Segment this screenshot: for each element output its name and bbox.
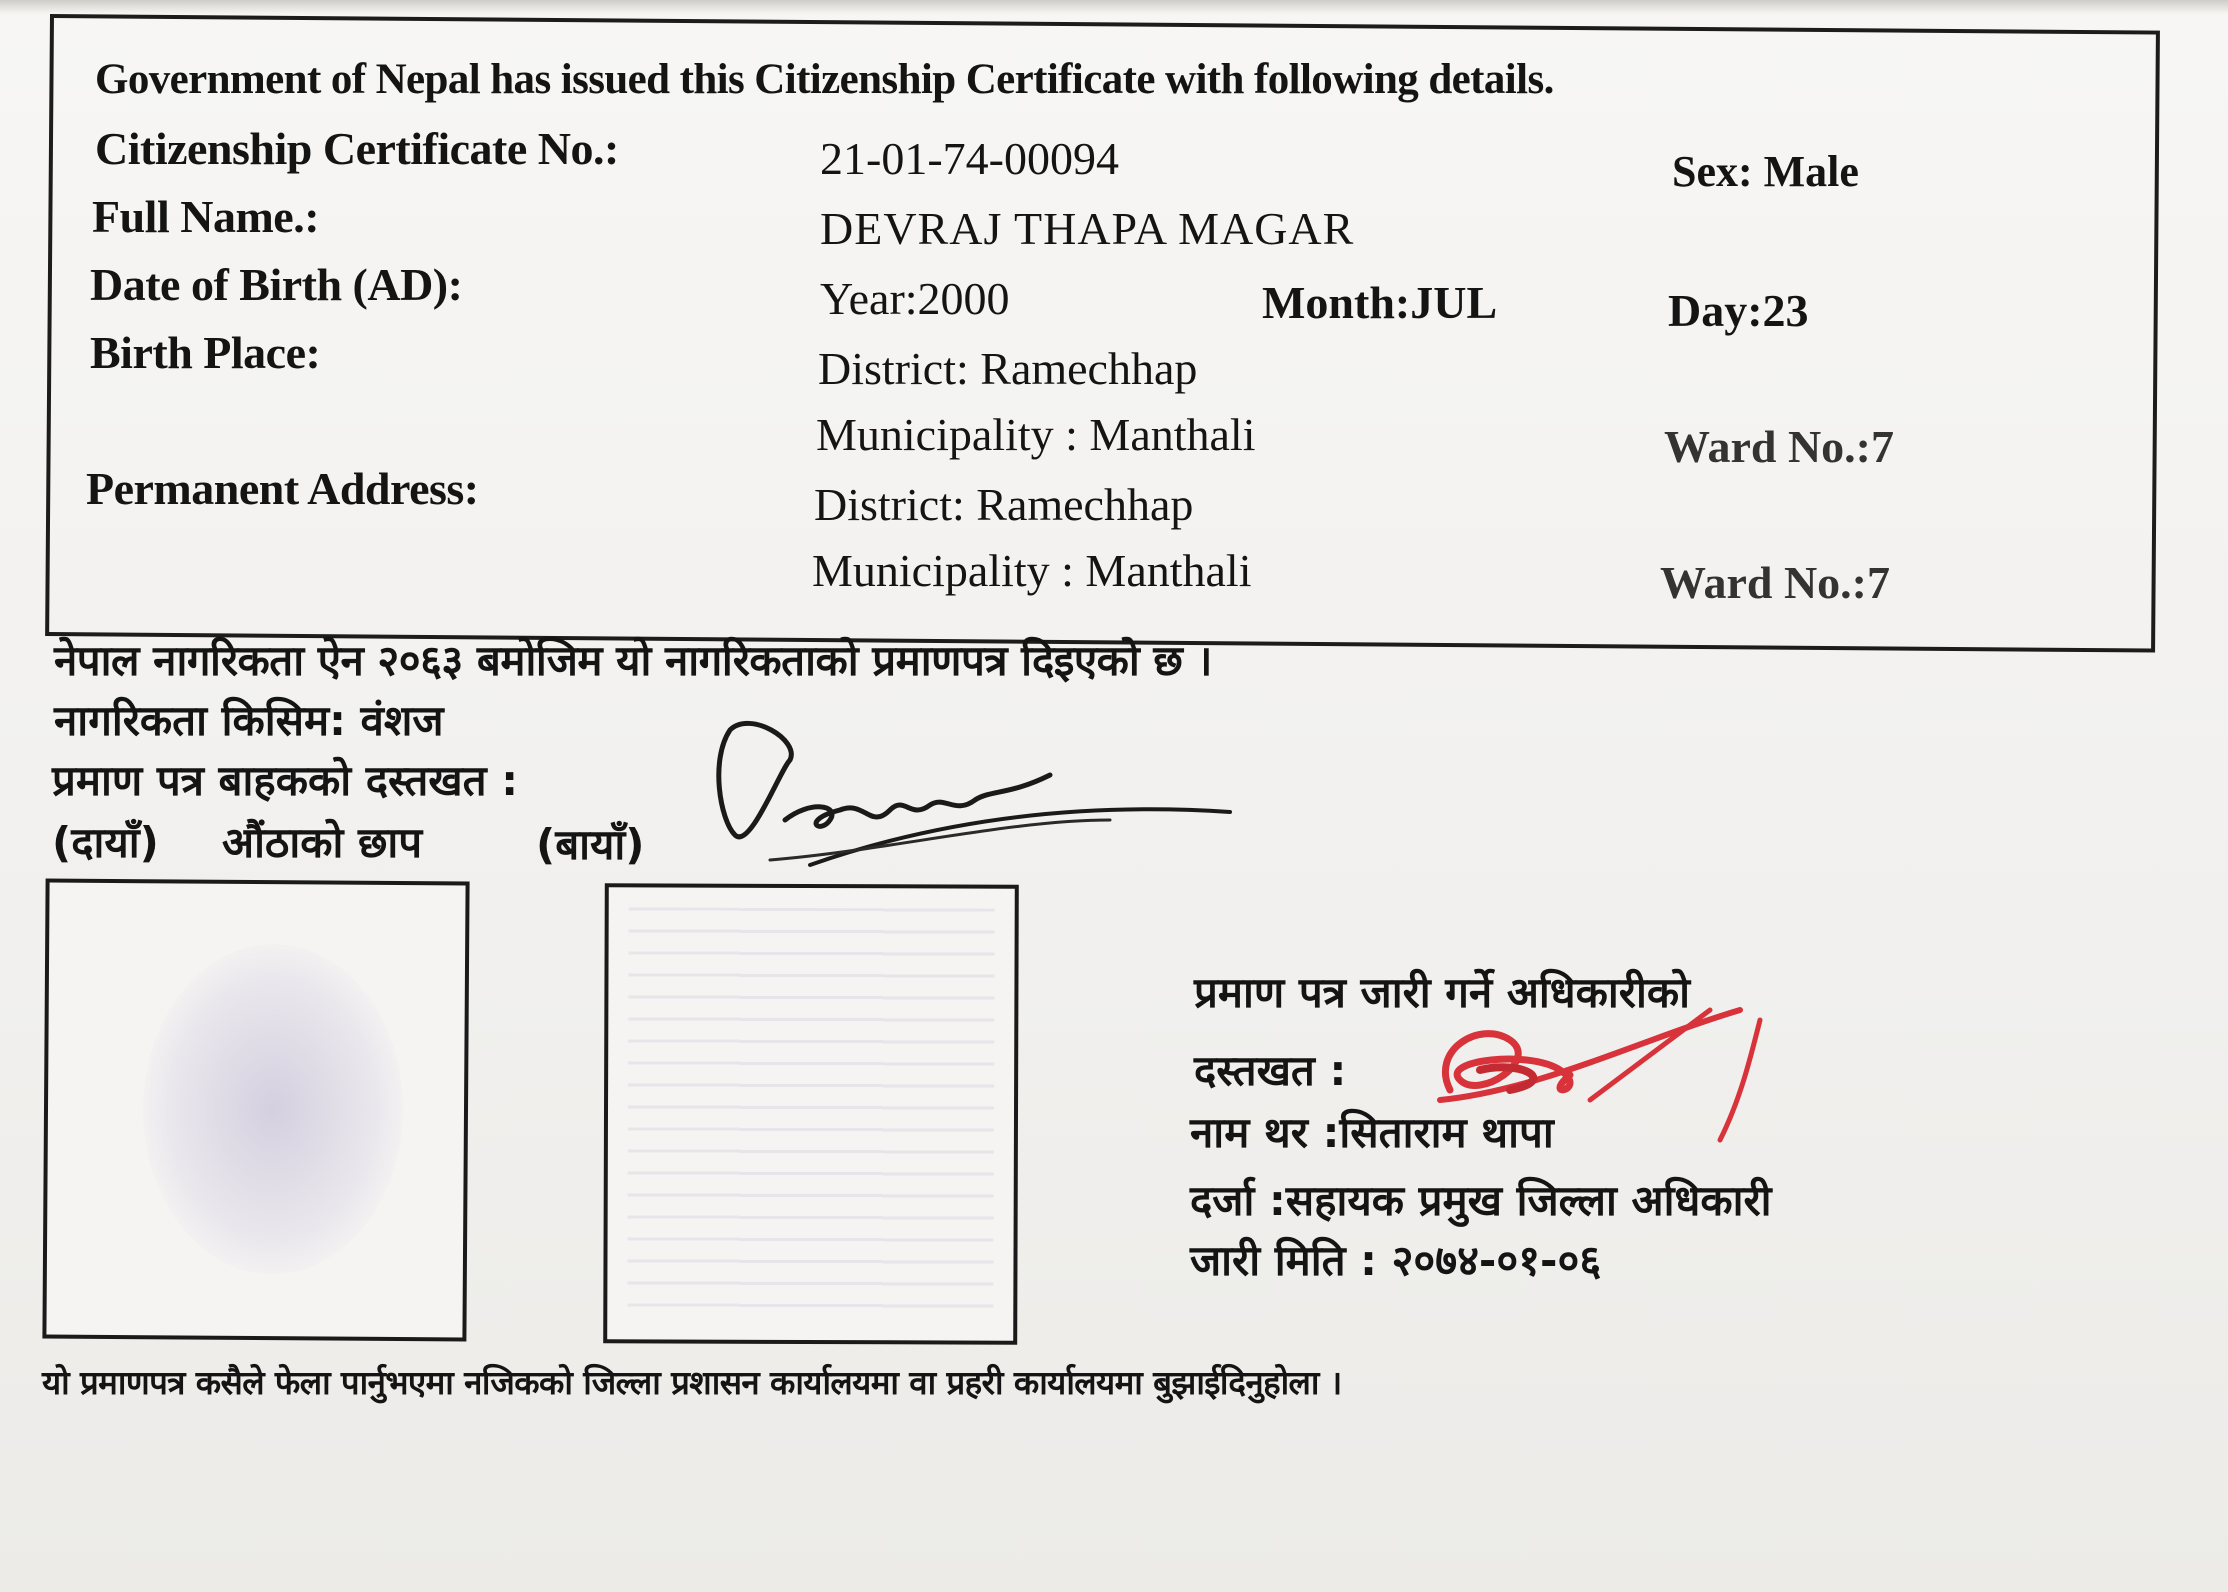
perm-ward: Ward No.:7 [1660,557,1890,608]
issue-date: जारी मिति : २०७४-०१-०६ [1190,1236,1602,1285]
officer-signature-label: दस्तखत : [1194,1046,1347,1095]
dob-label: Date of Birth (AD): [90,259,463,310]
birth-district: District: Ramechhap [818,343,1198,394]
holder-signature-label: प्रमाण पत्र बाहकको दस्तखत : [52,756,519,805]
birth-ward: Ward No.:7 [1664,421,1894,472]
birth-municipality: Municipality : Manthali [816,409,1256,460]
dob-month: Month:JUL [1262,277,1498,328]
certificate-no-value: 21-01-74-00094 [820,133,1119,184]
citizenship-type: नागरिकता किसिम: वंशज [54,696,444,745]
permanent-address-label: Permanent Address: [86,463,479,514]
officer-heading: प्रमाण पत्र जारी गर्ने अधिकारीको [1194,968,1690,1017]
left-thumbprint [627,907,994,1320]
birth-place-label: Birth Place: [90,327,321,378]
thumbprint-label: औंठाको छाप [222,818,423,867]
officer-name: नाम थर :सिताराम थापा [1190,1108,1554,1157]
issued-statement: Government of Nepal has issued this Citizenship Certificate with following details. [95,56,1554,103]
act-line: नेपाल नागरिकता ऐन २०६३ बमोजिम यो नागरिकताको प्रमाणपत्र दिइएको छ । [54,636,1212,685]
perm-district: District: Ramechhap [814,479,1194,530]
right-thumbprint [142,943,404,1275]
sex-value: Sex: Male [1672,147,1859,196]
officer-rank: दर्जा :सहायक प्रमुख जिल्ला अधिकारी [1190,1176,1772,1225]
perm-municipality: Municipality : Manthali [812,545,1252,596]
dob-day: Day:23 [1668,285,1809,336]
left-thumbprint-box [603,883,1019,1344]
thumb-left-label: (बायाँ) [536,820,645,869]
right-thumbprint-box [42,879,469,1342]
dob-year: Year:2000 [820,273,1010,324]
holder-signature [690,700,1250,870]
certificate-no-label: Citizenship Certificate No.: [95,123,619,174]
full-name-label: Full Name.: [92,191,320,242]
paper-edge-shadow [0,0,2228,14]
thumb-right-label: (दायाँ) [52,818,159,867]
full-name-value: DEVRAJ THAPA MAGAR [820,203,1355,254]
return-notice: यो प्रमाणपत्र कसैले फेला पार्नुभएमा नजिकको जिल्ला प्रशासन कार्यालयमा वा प्रहरी कार्यालयमा बुझाईदिनुहोला । [42,1363,1342,1402]
officer-signature [1420,980,1800,1150]
